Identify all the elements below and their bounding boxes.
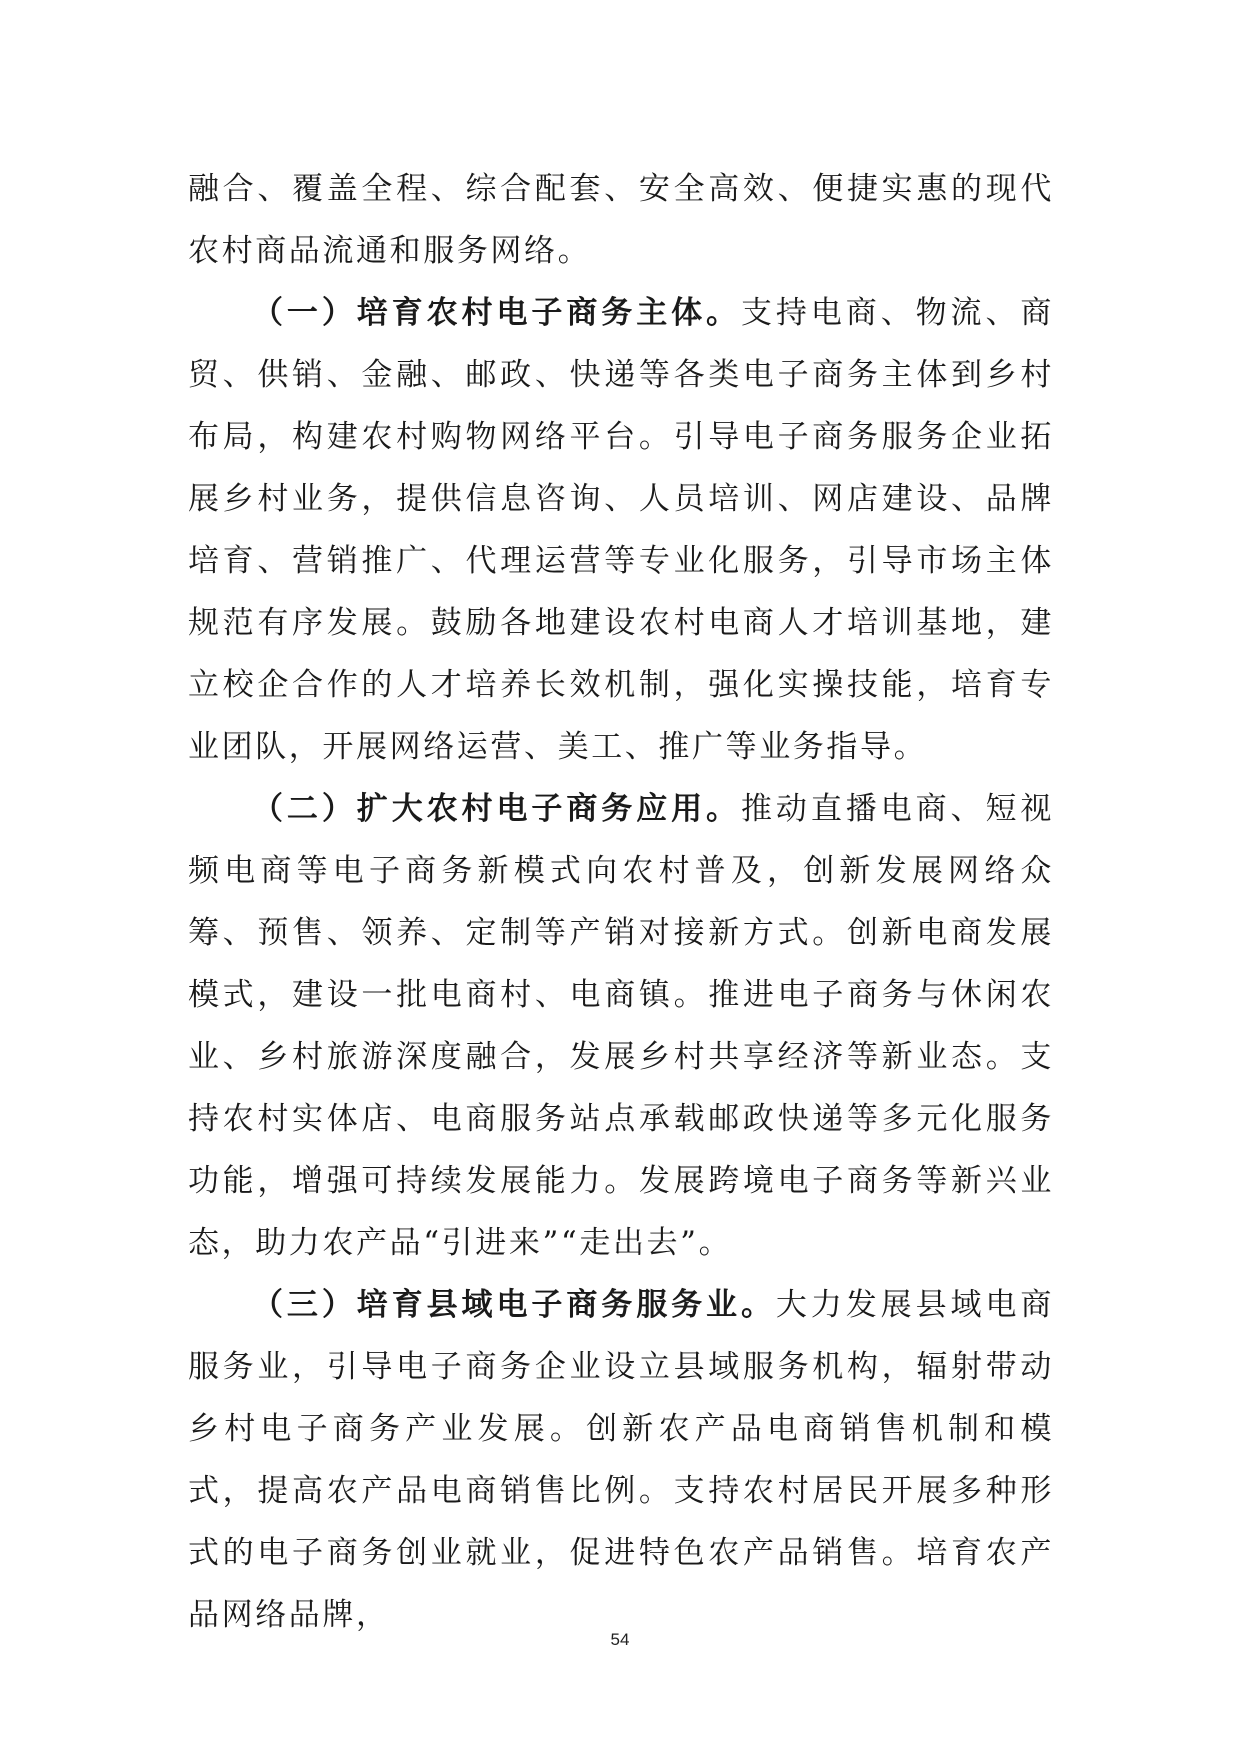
page-number: 54 <box>610 1630 630 1649</box>
document-body <box>188 158 1054 1646</box>
paragraph-section-2 <box>188 778 1054 1274</box>
section-heading-1: （一）培育农村电子商务主体。 <box>252 295 741 331</box>
paragraph-continuation <box>188 158 1054 282</box>
paragraph-text: 支持电商、物流、商贸、供销、金融、邮政、快递等各类电子商务主体到乡村布局，构建农村购物网络平台。引导电子商务服务企业拓展乡村业务，提供信息咨询、人员培训、网店建设、品牌培育、营销推广、代理运营等专业化服务，引导市场主体规范有序发展。鼓励各地建设农村电商人才培训基地，建立校企合作的人才培养长效机制，强化实操技能，培育专业团队，开展网络运营、美工、推广等业务指导。 <box>188 295 1054 765</box>
paragraph-text: 融合、覆盖全程、综合配套、安全高效、便捷实惠的现代农村商品流通和服务网络。 <box>188 171 1054 269</box>
paragraph-section-3 <box>188 1274 1054 1646</box>
paragraph-text: 推动直播电商、短视频电商等电子商务新模式向农村普及，创新发展网络众筹、预售、领养、定制等产销对接新方式。创新电商发展模式，建设一批电商村、电商镇。推进电子商务与休闲农业、乡村旅游深度融合，发展乡村共享经济等新业态。支持农村实体店、电商服务站点承载邮政快递等多元化服务功能，增强可持续发展能力。发展跨境电子商务等新兴业态，助力农产品“引进来”“走出去”。 <box>188 791 1054 1261</box>
section-heading-3: （三）培育县域电子商务服务业。 <box>252 1287 776 1323</box>
paragraph-text: 大力发展县域电商服务业，引导电子商务企业设立县域服务机构，辐射带动乡村电子商务产业发展。创新农产品电商销售机制和模式，提高农产品电商销售比例。支持农村居民开展多种形式的电子商务创业就业，促进特色农产品销售。培育农产品网络品牌， <box>188 1287 1054 1633</box>
section-heading-2: （二）扩大农村电子商务应用。 <box>252 791 741 827</box>
paragraph-section-1 <box>188 282 1054 778</box>
